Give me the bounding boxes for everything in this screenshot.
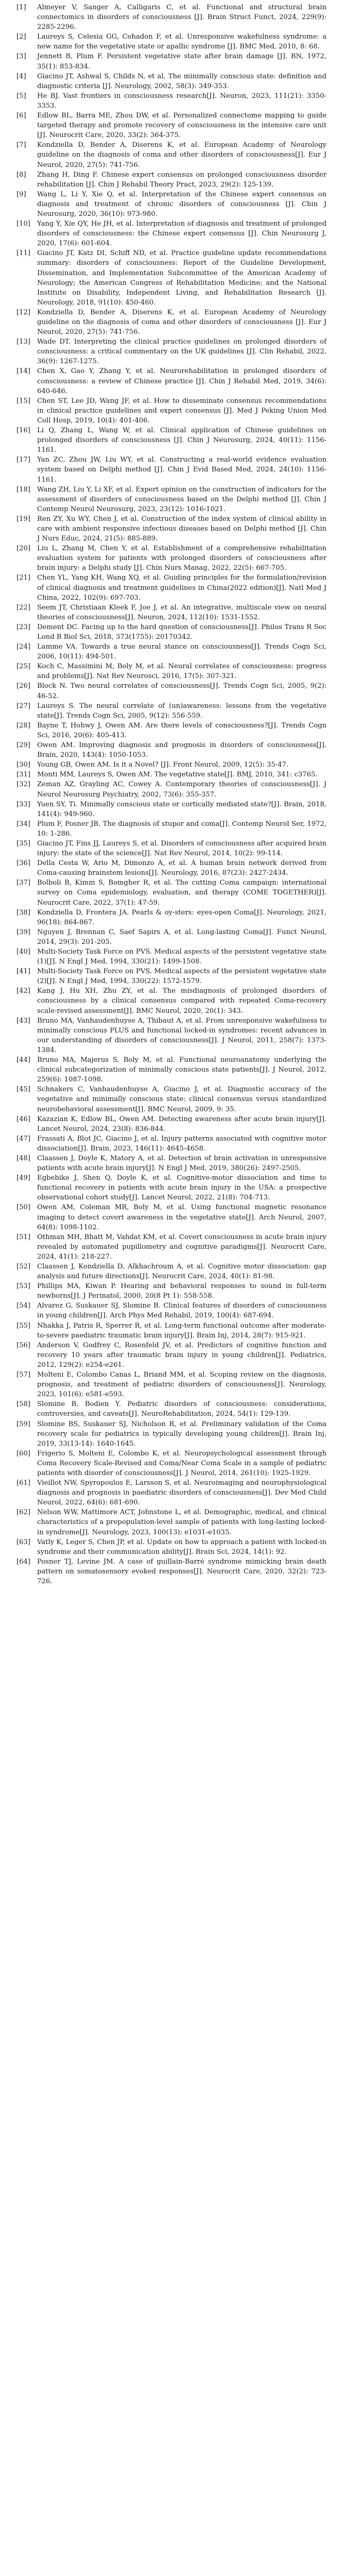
reference-text: Schnakers C, Vanhaudenhuyse A, Giacino J, et al. Diagnostic accuracy of the vegetative and minimally conscious state: clinical consensus versus standardized neurobehavioral assessment[J]. BMC Neurol, 2009, 9: 35. <box>37 1086 327 1113</box>
reference-number: [63] <box>16 1538 31 1546</box>
reference-text: Wade DT. Interpreting the clinical practice guidelines on prolonged disorders of consciousness: a critical commentary on the UK guidelines [J]. Clin Rehabil, 2022, 36(9): 1267-1275. <box>37 338 327 366</box>
reference-text: Alvarez G, Suskauer SJ, Slomine B. Clinical features of disorders of consciousness in young children[J]. Arch Phys Med Rehabil, 2019, 100(4): 687-694. <box>37 1302 327 1320</box>
reference-number: [16] <box>16 427 31 435</box>
reference-text: Nguyen J, Brennan C, Saef Sapirs A, et al. Long-lasting Coma[J]. Funct Neurol, 2014, 29(3): 201-205. <box>37 928 327 946</box>
reference-item <box>16 1301 327 1320</box>
reference-number: [48] <box>16 1154 31 1162</box>
reference-text: Molteni E, Colombo Canas L, Briand MM, et al. Scoping review on the diagnosis, prognosis, and treatment of pediatric disorders of consciousness[J]. Neurology, 2023, 101(6): e581-e593. <box>37 1371 327 1399</box>
reference-number: [34] <box>16 820 31 828</box>
reference-text: Vatly K, Leger S, Chen JP, et al. Update on how to approach a patient with locked-in syndrome and their communication ability[J]. Brain Sci, 2024, 14(1): 92. <box>37 1538 327 1556</box>
reference-text: Bruno MA, Majerus S, Boly M, et al. Functional neuroanatomy underlying the clinical subcategorization of minimally conscious state patients[J]. J Neurol, 2012, 259(6): 1087-1098. <box>37 1056 327 1084</box>
reference-text: Vieillot NW, Spyropoulos E, Larsson S, et al. Neuroimaging and neurophysiological diagnosis and prognosis in paediatric disorders of consciousness[J]. Dev Med Child Neurol, 2022, 64(6): 681-690. <box>37 1479 327 1507</box>
reference-number: [39] <box>16 928 31 936</box>
reference-number: [56] <box>16 1341 31 1349</box>
reference-list <box>16 3 327 1586</box>
reference-number: [32] <box>16 781 31 789</box>
reference-item <box>16 170 327 190</box>
reference-text: Slomine B, Bodien Y. Pediatric disorders of consciousness: considerations, controversies, and caveats[J]. NeuroRehabilitation, 2024, 54(1): 129-139. <box>37 1400 327 1418</box>
reference-text: Liu L, Zhang M, Chen Y, et al. Establishment of a comprehensive rehabilitation evaluation system for patients with prolonged disorders of consciousness after brain injury: a Delphi study [J]. Chin Nurs Manag, 2022, 22(5): 667-705. <box>37 545 327 572</box>
reference-number: [1] <box>16 4 26 11</box>
reference-number: [61] <box>16 1479 31 1487</box>
reference-item <box>16 662 327 681</box>
reference-item <box>16 1154 327 1173</box>
reference-text: Ren ZY, Xu WY, Chen J, et al. Construction of the index system of clinical ability in care with ambient responsive infectious diseases based on Delphi method [J]. Chin J Nurs Educ, 2024, 21(5): 885-889. <box>37 515 327 543</box>
reference-text: Posner TJ, Levine JM. A case of guillain-Barré syndrome mimicking brain death pattern on somatosensory evoked responses[J]. Neurocrit Care, 2020, 32(2): 723-726. <box>37 1557 327 1585</box>
reference-item <box>16 248 327 308</box>
reference-item <box>16 190 327 219</box>
reference-number: [28] <box>16 721 31 730</box>
reference-text: Zeman AZ, Grayling AC, Cowey A. Contemporary theories of consciousness[J]. J Neurol Neurosurg Psychiatry, 2002, 73(6): 355-357. <box>37 781 327 799</box>
reference-number: [20] <box>16 545 31 553</box>
reference-text: Kondziella D, Frontera JA. Pearls & oy-sters: eyes-open Coma[J]. Neurology, 2021, 96(18): 864-867. <box>37 908 327 926</box>
reference-item <box>16 366 327 396</box>
reference-number: [51] <box>16 1233 31 1241</box>
reference-text: Giacino JT, Ashwal S, Childs N, et al. The minimally conscious state: definition and diagnostic criteria [J]. Neurology, 2002, 58(3): 349-353. <box>37 72 327 90</box>
reference-item <box>16 839 327 858</box>
reference-item <box>16 1507 327 1537</box>
reference-text: Laureys S. The neural correlate of (un)awareness: lessons from the vegetative state[J]. Trends Cogn Sci, 2005, 9(12): 556-559. <box>37 702 327 720</box>
reference-text: Owen AM. Improving diagnosis and prognosis in disorders of consciousness[J]. Brain, 2020, 143(4): 1050-1053. <box>37 741 327 759</box>
reference-text: Frigerio S, Molteni E, Colombo K, et al. Neuropsychological assessment through Coma Recovery Scale-Revised and Coma/Near Coma Scale in a sample of pediatric patients with disorder of consciousness[J]. J Neurol, 2014, 261(10): 1925-1929. <box>37 1449 327 1477</box>
reference-number: [58] <box>16 1400 31 1409</box>
reference-number: [7] <box>16 141 26 149</box>
reference-number: [64] <box>16 1557 31 1566</box>
reference-number: [50] <box>16 1204 31 1212</box>
reference-item <box>16 878 327 907</box>
reference-text: Edlow BL, Barra ME, Zhou DW, et al. Personalized connectome mapping to guide targeted therapy and promote recovery of consciousness in the intensive care unit [J]. Neurocrit Care, 2020, 33(2): 364-375. <box>37 112 327 140</box>
reference-item <box>16 1370 327 1399</box>
reference-text: Kang J, Hu XH, Zhu ZY, et al. The misdiagnosis of prolonged disorders of consciousness by a clinical consensus compared with repeated Coma-recovery scale-revised assessment[J]. BMC Neurol, 2020, 20(1): 343. <box>37 987 327 1015</box>
reference-number: [12] <box>16 308 31 316</box>
reference-item <box>16 514 327 544</box>
reference-text: Bruno MA, Vanhaudenhuyse A, Thibaut A, et al. From unresponsive wakefulness to minimally conscious PLUS and functional locked-in syndromes: recent advances in our understanding of disorders of consciousness[J]. J Neurol, 2011, 258(7): 1373-1384. <box>37 1016 327 1054</box>
reference-item <box>16 52 327 71</box>
reference-number: [36] <box>16 859 31 868</box>
reference-text: Nhakka J, Patris R, Sperrer R, et al. Long-term functional outcome after moderate-to-severe paediatric traumatic brain injury[J]. Brain Inj, 2014, 28(7): 915-921. <box>37 1321 327 1340</box>
reference-item <box>16 681 327 701</box>
reference-item <box>16 1321 327 1341</box>
reference-item <box>16 485 327 514</box>
reference-number: [22] <box>16 603 31 612</box>
reference-item <box>16 91 327 111</box>
reference-text: Monti MM, Laureys S, Owen AM. The vegetative state[J]. BMJ, 2010, 341: c3765. <box>37 771 318 779</box>
reference-number: [38] <box>16 908 31 917</box>
reference-number: [49] <box>16 1174 31 1182</box>
reference-number: [18] <box>16 485 31 494</box>
reference-number: [59] <box>16 1420 31 1428</box>
reference-text: Nelson WW, Mattimore ACT, Johnstone L, et al. Demographic, medical, and clinical characteristics of a prepopulation-level sample of patients with long-lasting locked-in syndrome[J]. Neurology, 2023, 100(13): e1031-e1035. <box>37 1509 327 1536</box>
reference-text: Laureys S, Celesia GG, Cohadon F, et al. Unresponsive wakefulness syndrome: a new name for the vegetative state or apallic syndrome [J]. BMC Med, 2010, 8: 68. <box>37 33 327 51</box>
reference-item <box>16 642 327 662</box>
reference-item <box>16 779 327 799</box>
reference-text: Block N. Two neural correlates of consciousness[J]. Trends Cogn Sci, 2005, 9(2): 46-52. <box>37 682 327 700</box>
reference-text: Almeyer V, Sanger A, Calligaris C, et al. Functional and structural brain connectomics in disorders of consciousness [J]. Brain Struct Funct, 2024, 229(9): 2285-2296. <box>37 4 327 31</box>
reference-text: Anderson V, Godfrey C, Rosenfeld JV, et al. Predictors of cognitive function and recovery 10 years after traumatic brain injury in young children[J]. Pediatrics, 2012, 129(2): e254-e261. <box>37 1341 327 1369</box>
reference-text: Yuen SY, Ti. Minimally conscious state or cortically mediated state?[J]. Brain, 2018, 141(4): 949-960. <box>37 800 327 818</box>
reference-item <box>16 721 327 740</box>
reference-text: He BJ. Vast frontiers in consciousness research[J]. Neuron, 2023, 111(21): 3350-3353. <box>37 92 327 110</box>
reference-item <box>16 908 327 927</box>
reference-number: [54] <box>16 1302 31 1310</box>
reference-item <box>16 308 327 337</box>
reference-number: [41] <box>16 968 31 976</box>
reference-number: [29] <box>16 741 31 750</box>
reference-item <box>16 1449 327 1478</box>
reference-text: Kondziella D, Bender A, Diserens K, et al. European Academy of Neurology guideline on the diagnosis of coma and other disorders of consciousness [J]. Eur J Neurol, 2020, 27(5): 741-756. <box>37 308 327 336</box>
reference-number: [9] <box>16 190 26 198</box>
reference-item <box>16 1232 327 1262</box>
reference-text: Phillips MA, Kiwan P. Hearing and behavioral responses to sound in full-term newborns[J]. J Perinatol, 2000, 20(8 Pt 1): 558-558. <box>37 1282 327 1300</box>
reference-item <box>16 927 327 947</box>
reference-item <box>16 1084 327 1114</box>
reference-number: [40] <box>16 948 31 956</box>
reference-item <box>16 701 327 721</box>
reference-item <box>16 1016 327 1055</box>
reference-number: [33] <box>16 800 31 808</box>
reference-item <box>16 455 327 484</box>
reference-number: [14] <box>16 367 31 376</box>
reference-item <box>16 396 327 426</box>
reference-item <box>16 967 327 986</box>
reference-item <box>16 858 327 878</box>
reference-item <box>16 1419 327 1449</box>
reference-text: Othman MH, Bhatt M, Vahdat KM, et al. Covert consciousness in acute brain injury revealed by automated pupillometry and cognitive paradigms[J]. Neurocrit Care, 2024, 41(1): 218-227. <box>37 1233 327 1261</box>
reference-number: [46] <box>16 1115 31 1123</box>
reference-text: Bolboli B, Kimm S, Bomgher R, et al. The cutting Coma campaign: international survey on Coma epidemiology, evaluation, and therapy (COME TOGETHER)[J]. Neurocrit Care, 2022, 37(1): 47-59. <box>37 879 327 907</box>
reference-number: [15] <box>16 397 31 405</box>
reference-item <box>16 219 327 248</box>
reference-number: [6] <box>16 112 26 120</box>
reference-number: [26] <box>16 682 31 690</box>
reference-item <box>16 3 327 32</box>
reference-text: Giacino JT, Fins JJ, Laureys S, et al. Disorders of consciousness after acquired brain injury: the state of the science[J]. Nat Rev Neurol, 2014, 10(2): 99-114. <box>37 839 327 858</box>
reference-number: [43] <box>16 1016 31 1025</box>
reference-number: [13] <box>16 338 31 346</box>
reference-number: [62] <box>16 1509 31 1517</box>
reference-item <box>16 1055 327 1084</box>
reference-number: [8] <box>16 171 26 179</box>
reference-text: Claassen J, Kondziella D, Alkhachroum A, et al. Cognitive motor dissociation: gap analysis and future directions[J]. Neurocrit Care, 2024, 40(1): 81-98. <box>37 1263 327 1281</box>
reference-text: Koch C, Massimini M, Boly M, et al. Neural correlates of consciousness: progress and problems[J]. Nat Rev Neurosci, 2016, 17(5): 307-321. <box>37 663 327 681</box>
reference-text: Owen AM, Coleman MR, Boly M, et al. Using functional magnetic resonance imaging to detect covert awareness in the vegetative state[J]. Arch Neurol, 2007, 64(8): 1098-1102. <box>37 1204 327 1231</box>
reference-number: [10] <box>16 220 31 228</box>
reference-text: Multi-Society Task Force on PVS. Medical aspects of the persistent vegetative state (2)[J]. N Engl J Med, 1994, 330(22): 1572-1579. <box>37 968 327 986</box>
reference-item <box>16 1399 327 1419</box>
reference-item <box>16 1281 327 1301</box>
reference-item <box>16 760 327 770</box>
reference-text: Yang Y, Xie QY, He JH, et al. Interpretation of diagnosis and treatment of prolonged disorders of consciousness: the Chinese expert consensus [J]. Chin Neurosurg J, 2020, 17(6): 601-604. <box>37 220 327 248</box>
reference-text: Bayne T, Hohwy J, Owen AM. Are there levels of consciousness?[J]. Trends Cogn Sci, 2016, 20(6): 405-413. <box>37 721 327 739</box>
reference-item <box>16 72 327 91</box>
reference-text: Giacino JT, Katz DI, Schiff ND, et al. Practice guideline update recommendations summary: disorders of consciousness: Report of the Guideline Development, Dissemination, and Implementation Subcommittee of the American Academy of Neurology; the American Congress of Rehabilitation Medicine; and the National Institute on Disability, Independent Living, and Rehabilitation Research [J]. Neurology, 2018, 91(10): 450-460. <box>37 249 327 307</box>
reference-number: [25] <box>16 663 31 671</box>
reference-item <box>16 544 327 573</box>
reference-text: Claassen J, Doyle K, Matory A, et al. Detection of brain activation in unresponsive patients with acute brain injury[J]. N Engl J Med, 2019, 380(26): 2497-2505. <box>37 1154 327 1173</box>
reference-text: Young GB, Owen AM. Is it a Novel? [J]. Front Neurol, 2009, 12(5): 35-47. <box>37 761 289 769</box>
reference-number: [30] <box>16 761 31 769</box>
reference-item <box>16 1134 327 1154</box>
reference-text: Slomine BS, Suskauer SJ, Nicholson R, et al. Preliminary validation of the Coma recovery scale for pediatrics in typically developing young children[J]. Brain Inj, 2019, 33(13-14): 1640-1645. <box>37 1420 327 1448</box>
reference-number: [17] <box>16 456 31 464</box>
reference-number: [23] <box>16 623 31 631</box>
reference-number: [45] <box>16 1086 31 1094</box>
reference-number: [44] <box>16 1056 31 1064</box>
reference-text: Chen X, Gao Y, Zhang Y, et al. Neurorehabilitation in prolonged disorders of consciousness: a review of Chinese practice [J]. Chin J Rehabil Med, 2019, 34(6): 640-646. <box>37 367 327 395</box>
reference-text: Frassati A, Blot JC, Giacino J, et al. Injury patterns associated with cognitive motor dissociation[J]. Brain, 2023, 146(11): 4645-4658. <box>37 1134 327 1153</box>
reference-item <box>16 819 327 839</box>
reference-number: [35] <box>16 839 31 848</box>
reference-item <box>16 426 327 455</box>
reference-number: [5] <box>16 92 26 100</box>
reference-text: Kazazian K, Edlow BL, Owen AM. Detecting awareness after acute brain injury[J]. Lancet Neurol, 2024, 23(8): 836-844. <box>37 1115 327 1133</box>
reference-item <box>16 111 327 140</box>
reference-text: Plum F, Posner JB. The diagnosis of stupor and coma[J]. Contemp Neurol Ser, 1972, 10: 1-286. <box>37 820 327 838</box>
reference-number: [53] <box>16 1282 31 1291</box>
reference-item <box>16 573 327 602</box>
reference-number: [3] <box>16 53 26 61</box>
reference-text: Zhang H, Ding F. Chinese expert consensus on prolonged consciousness disorder rehabilitation [J]. Chin J Rehabil Theory Pract, 2023, 29(2): 125-139. <box>37 171 327 189</box>
reference-text: Della Cesta W, Ario M, Dimonzo A, et al. A human brain network derived from Coma-causing brainstem lesions[J]. Neurology, 2016, 87(23): 2427-2434. <box>37 859 327 877</box>
reference-item <box>16 986 327 1015</box>
reference-number: [19] <box>16 515 31 523</box>
reference-number: [60] <box>16 1449 31 1458</box>
reference-number: [47] <box>16 1134 31 1143</box>
reference-number: [27] <box>16 702 31 710</box>
reference-item <box>16 622 327 642</box>
reference-item <box>16 947 327 967</box>
reference-text: Jennett B, Plum F. Persistent vegetative state after brain damage [J]. BN, 1972, 35(1): 853-834. <box>37 53 327 71</box>
reference-number: [55] <box>16 1321 31 1330</box>
reference-number: [31] <box>16 771 31 779</box>
reference-item <box>16 32 327 52</box>
reference-number: [4] <box>16 72 26 80</box>
reference-text: Seem JT, Christiaan Kleek F, Joe J, et al. An integrative, multiscale view on neural theories of consciousness[J]. Neuron, 2024, 112(10): 1531-1552. <box>37 603 327 621</box>
reference-item <box>16 1114 327 1134</box>
reference-text: Wang ZH, Liu Y, Li XF, et al. Expert opinion on the construction of indicators for the assessment of disorders of consciousness based on the Delphi method [J]. Chin J Contemp Neurol Neurosurg, 2023, 23(12): 1016-1021. <box>37 485 327 513</box>
reference-item <box>16 1341 327 1370</box>
reference-item <box>16 337 327 366</box>
reference-number: [2] <box>16 33 26 41</box>
reference-text: Yan ZC, Zhou JW, Liu WY, et al. Constructing a real-world evidence evaluation system based on Delphi method [J]. Chin J Evid Based Med, 2024, 24(10): 1156-1161. <box>37 456 327 484</box>
reference-text: Dement DC. Facing up to the hard question of consciousness[J]. Philos Trans R Soc Lond B Biol Sci, 2018, 373(1755): 20170342. <box>37 623 327 641</box>
reference-text: Wang L, Li Y, Xie Q, et al. Interpretation of the Chinese expert consensus on diagnosis and treatment of chronic disorders of consciousness [J]. Chin J Neurosurg, 2020, 36(10): 973-980. <box>37 190 327 218</box>
reference-item <box>16 1478 327 1507</box>
reference-number: [52] <box>16 1263 31 1270</box>
reference-item <box>16 1557 327 1586</box>
reference-text: Chen YL, Yang KH, Wang XQ, et al. Guiding principles for the formulation/revision of clinical diagnosis and treatment guidelines in China(2022 edition)[J]. Natl Med J China, 2022, 102(9): 697-703. <box>37 574 327 602</box>
reference-item <box>16 740 327 760</box>
reference-number: [42] <box>16 987 31 995</box>
reference-item <box>16 770 327 779</box>
reference-number: [21] <box>16 574 31 582</box>
reference-text: Li Q, Zhang L, Wang W, et al. Clinical application of Chinese guidelines on prolonged disorders of consciousness [J]. Chin J Neurosurg, 2024, 40(11): 1156-1161. <box>37 427 327 454</box>
reference-item <box>16 603 327 622</box>
reference-number: [37] <box>16 879 31 887</box>
reference-item <box>16 1537 327 1557</box>
reference-text: Chen ST, Lee JD, Wang JF, et al. How to disseminate consensus recommendations in clinical practice guidelines and expert consensus [J]. Med J Peking Union Med Coll Hosp, 2019, 10(4): 401-406. <box>37 397 327 425</box>
reference-item <box>16 1262 327 1281</box>
reference-item <box>16 1202 327 1232</box>
reference-text: Lamme VA. Towards a true neural stance on consciousness[J]. Trends Cogn Sci, 2006, 10(11): 494-501. <box>37 643 327 661</box>
reference-item <box>16 1173 327 1202</box>
reference-item <box>16 800 327 819</box>
reference-item <box>16 140 327 170</box>
reference-text: Kondziella D, Bender A, Diserens K, et al. European Academy of Neurology guideline on the diagnosis of coma and other disorders of consciousness[J]. Eur J Neurol, 2020, 27(5): 741-756. <box>37 141 327 169</box>
reference-number: [24] <box>16 643 31 651</box>
reference-number: [57] <box>16 1371 31 1379</box>
reference-text: Egbebike J, Shen Q, Doyle K, et al. Cognitive-motor dissociation and time to functional recovery in patients with acute brain injury in the USA: a prospective observational cohort study[J]. Lancet Neurol, 2022, 21(8): 704-713. <box>37 1174 327 1202</box>
reference-number: [11] <box>16 249 31 258</box>
reference-text: Multi-Society Task Force on PVS. Medical aspects of the persistent vegetative state (1)[J]. N Engl J Med, 1994, 330(21): 1499-1508. <box>37 948 327 966</box>
